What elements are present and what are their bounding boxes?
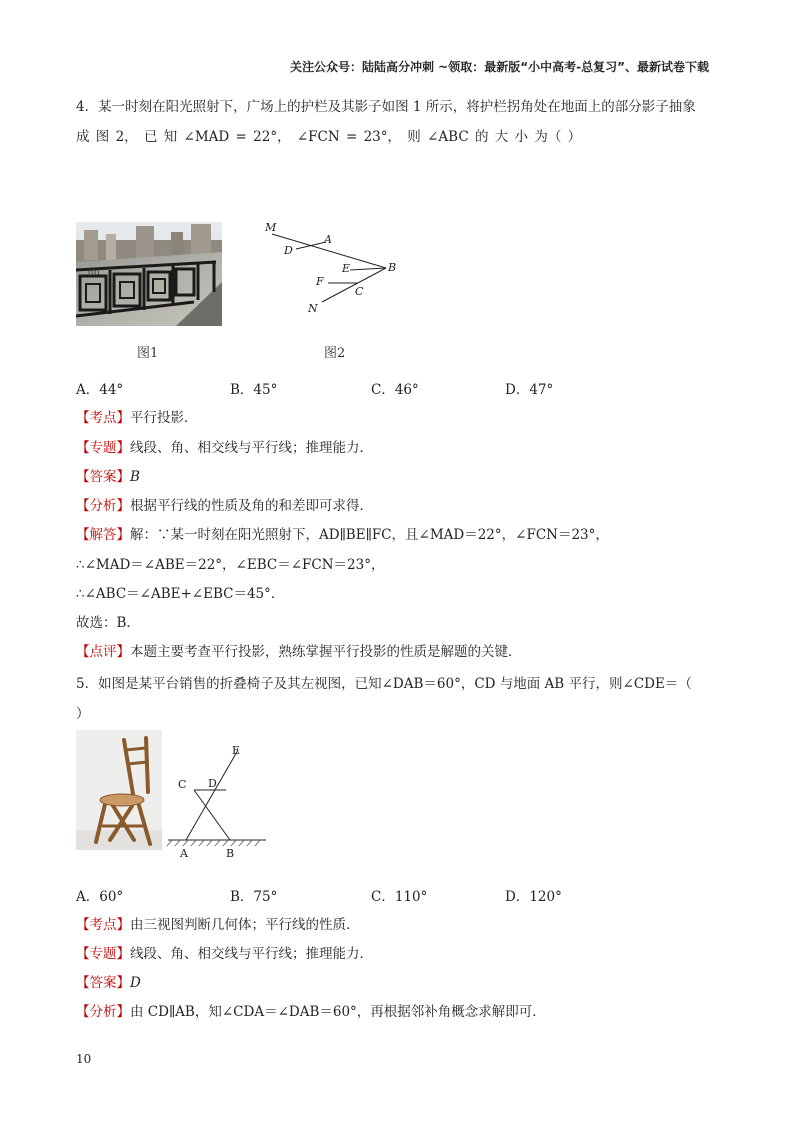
daan-text: D (130, 975, 141, 991)
daan-text: B (130, 469, 140, 485)
q4-option-a: A．44° (76, 382, 124, 398)
q4-daan (76, 467, 140, 487)
label-D: D (208, 777, 217, 790)
zhuanti-tag: 【专题】 (76, 946, 130, 962)
label-F: F (316, 275, 324, 288)
chair-diagram (166, 740, 270, 862)
label-E: E (232, 744, 241, 757)
q5-option-d: D．120° (505, 889, 562, 905)
chair-photo (76, 730, 162, 850)
dianping-text: 本题主要考查平行投影，熟练掌握平行投影的性质是解题的关键． (130, 644, 522, 660)
q4-kaodian (76, 408, 198, 428)
q5-option-c: C．110° (371, 889, 428, 905)
kaodian-tag: 【考点】 (76, 410, 130, 426)
label-D: D (284, 244, 293, 257)
q5-stem-line1: 5．如图是某平台销售的折叠椅子及其左视图，已知∠DAB＝60°，CD 与地面 AB 平行，则∠CDE＝（ (76, 676, 692, 692)
kaodian-tag: 【考点】 (76, 917, 130, 933)
q4-option-d: D．47° (505, 382, 554, 398)
daan-tag: 【答案】 (76, 469, 130, 485)
jieda-line-3: ∴∠ABC＝∠ABE+∠EBC＝45°． (76, 586, 285, 602)
jieda-tag: 【解答】 (76, 527, 130, 543)
zhuanti-text: 线段、角、相交线与平行线；推理能力． (130, 440, 373, 456)
q4-option-c: C．46° (371, 382, 419, 398)
q4-stem-line2: 成 图 2， 已 知 ∠MAD = 22°， ∠FCN = 23°， 则 ∠ABC 的 大 小 为（ ） (76, 129, 582, 145)
label-E: E (342, 262, 351, 275)
q5-daan (76, 973, 141, 993)
q4-fenxi (76, 496, 373, 516)
zhuanti-tag: 【专题】 (76, 440, 130, 456)
dianping-tag: 【点评】 (76, 644, 130, 660)
fenxi-tag: 【分析】 (76, 498, 130, 514)
label-N: N (308, 302, 318, 315)
q5-kaodian (76, 915, 360, 935)
line-AE (186, 750, 238, 840)
q5-zhuanti (76, 944, 373, 964)
page-header: 关注公众号：陆陆高分冲刺 ~领取：最新版“小中高考-总复习”、最新试卷下载 (290, 60, 709, 74)
q5-fenxi (76, 1002, 546, 1022)
jieda-line-1: 解：∵某一时刻在阳光照射下，AD∥BE∥FC，且∠MAD＝22°，∠FCN＝23°， (130, 527, 609, 543)
kaodian-text: 由三视图判断几何体；平行线的性质． (130, 917, 360, 933)
q4-dianping (76, 642, 522, 662)
q5-stem-line2: ） (76, 706, 90, 722)
label-B: B (226, 847, 235, 860)
label-C: C (355, 285, 364, 298)
q5-option-b: B．75° (230, 889, 278, 905)
q4-zhuanti (76, 438, 373, 458)
label-C: C (178, 778, 187, 791)
label-M: M (265, 221, 277, 234)
q5-option-a: A．60° (76, 889, 124, 905)
fenxi-text: 根据平行线的性质及角的和差即可求得． (130, 498, 373, 514)
figure1-caption: 图1 (137, 346, 159, 361)
figure2-diagram (260, 218, 410, 318)
label-A: A (180, 847, 188, 860)
daan-tag: 【答案】 (76, 975, 130, 991)
q4-option-b: B．45° (230, 382, 278, 398)
page-number: 10 (76, 1052, 92, 1066)
label-A: A (324, 233, 332, 246)
segment-EB (350, 268, 386, 270)
figure2-caption: 图2 (324, 346, 346, 361)
jieda-line-4: 故选：B． (76, 615, 140, 631)
zhuanti-text: 线段、角、相交线与平行线；推理能力． (130, 946, 373, 962)
segment-C-to-B (194, 790, 230, 840)
kaodian-text: 平行投影． (130, 410, 198, 426)
fenxi-text: 由 CD∥AB，知∠CDA＝∠DAB＝60°，再根据邻补角概念求解即可． (130, 1004, 546, 1020)
segment-DA (296, 242, 326, 249)
label-B: B (388, 261, 397, 274)
q4-stem-line1: 4．某一时刻在阳光照射下，广场上的护栏及其影子如图 1 所示，将护栏拐角处在地面上的部分影子抽象 (76, 99, 696, 115)
q4-jieda (76, 525, 609, 545)
fenxi-tag: 【分析】 (76, 1004, 130, 1020)
jieda-line-2: ∴∠MAD＝∠ABE＝22°，∠EBC＝∠FCN＝23°， (76, 557, 385, 573)
photo-label: (0) (88, 268, 100, 277)
railing-photo (76, 222, 222, 326)
line-BN (322, 268, 386, 302)
